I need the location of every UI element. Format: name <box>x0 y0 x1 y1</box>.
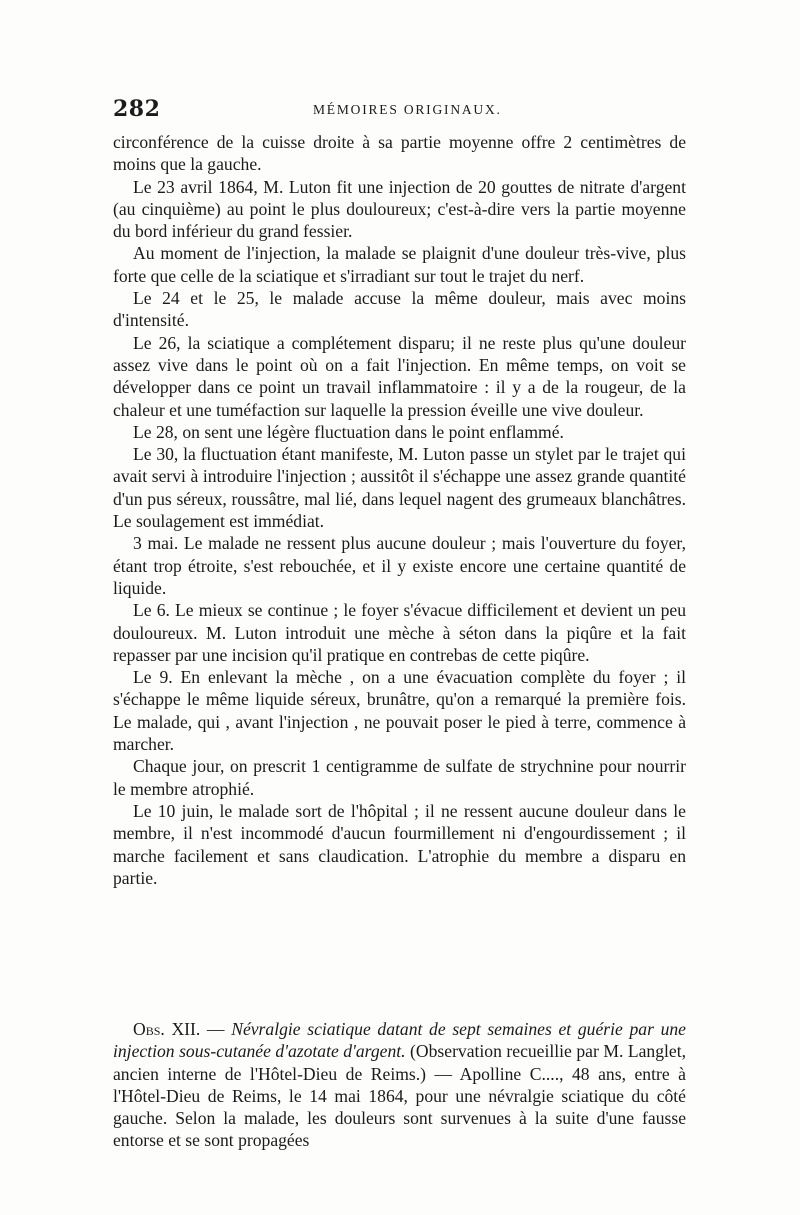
observation-label: Obs. XII. — <box>133 1019 232 1039</box>
paragraph: 3 mai. Le malade ne ressent plus aucune douleur ; mais l'ouverture du foyer, étant trop étroite, s'est rebouchée, et il y existe encore une certaine quantité de liquide. <box>113 533 686 598</box>
paragraph: Le 9. En enlevant la mèche , on a une évacuation complète du foyer ; il s'échappe le même liquide séreux, brunâtre, qu'on a remarqué la première fois. Le malade, qui , avant l'injection , ne pouvait poser le pied à terre, commence à marcher. <box>113 667 686 755</box>
running-head: MÉMOIRES ORIGINAUX. <box>313 102 502 117</box>
paragraph: Au moment de l'injection, la malade se plaignit d'une douleur très-vive, plus forte que celle de la sciatique et s'irradiant sur tout le trajet du nerf. <box>113 243 686 286</box>
paragraph: Le 26, la sciatique a complétement disparu; il ne reste plus qu'une douleur assez vive dans le point où on a fait l'injection. En même temps, on voit se développer dans ce point un travail inflammatoire : il y a de la rougeur, de la chaleur et une tuméfaction sur laquelle la pression éveille une vive douleur. <box>113 332 686 420</box>
body-text <box>113 131 686 889</box>
observation-paragraph <box>113 1018 686 1152</box>
paragraph: Le 28, on sent une légère fluctuation dans le point enflammé. <box>133 421 564 442</box>
paragraph: Le 24 et le 25, le malade accuse la même douleur, mais avec moins d'intensité. <box>113 288 686 331</box>
observation-title: Névralgie sciatique datant de sept semaines et guérie par une injection sous-cutanée d'azotate d'argent. <box>113 1019 686 1062</box>
observation-text: (Observation recueillie par M. Langlet, ancien interne de l'Hôtel-Dieu de Reims.) — Apolline C...., 48 ans, entre à l'Hôtel-Dieu de Reims, le 14 mai 1864, pour une névralgie sciatique du côté gauche. Selon la malade, les douleurs sont survenues à la suite d'une fausse entorse et se sont propagées <box>113 1041 686 1151</box>
paragraph: circonférence de la cuisse droite à sa partie moyenne offre 2 centimètres de moins que la gauche. <box>113 132 686 175</box>
paragraph: Le 30, la fluctuation étant manifeste, M. Luton passe un stylet par le trajet qui avait servi à introduire l'injection ; aussitôt il s'échappe une assez grande quantité d'un pus séreux, roussâtre, mal lié, dans lequel nagent des grumeaux blanchâtres. Le soulagement est immédiat. <box>113 444 686 532</box>
page-header <box>113 96 686 126</box>
page-number: 282 <box>113 96 161 122</box>
paragraph: Le 23 avril 1864, M. Luton fit une injection de 20 gouttes de nitrate d'argent (au cinquième) au point le plus douloureux; c'est-à-dire vers la partie moyenne du bord inférieur du grand fessier. <box>113 176 686 242</box>
paragraph: Le 6. Le mieux se continue ; le foyer s'évacue difficilement et devient un peu douloureux. M. Luton introduit une mèche à séton dans la piqûre et la fait repasser par une incision qu'il pratique en contrebas de cette piqûre. <box>113 600 686 665</box>
paragraph: Chaque jour, on prescrit 1 centigramme de sulfate de strychnine pour nourrir le membre atrophié. <box>113 756 686 799</box>
paragraph: Le 10 juin, le malade sort de l'hôpital ; il ne ressent aucune douleur dans le membre, il n'est incommodé d'aucun fourmillement ni d'engourdissement ; il marche facilement et sans claudication. L'atrophie du membre a disparu en partie. <box>113 800 686 888</box>
